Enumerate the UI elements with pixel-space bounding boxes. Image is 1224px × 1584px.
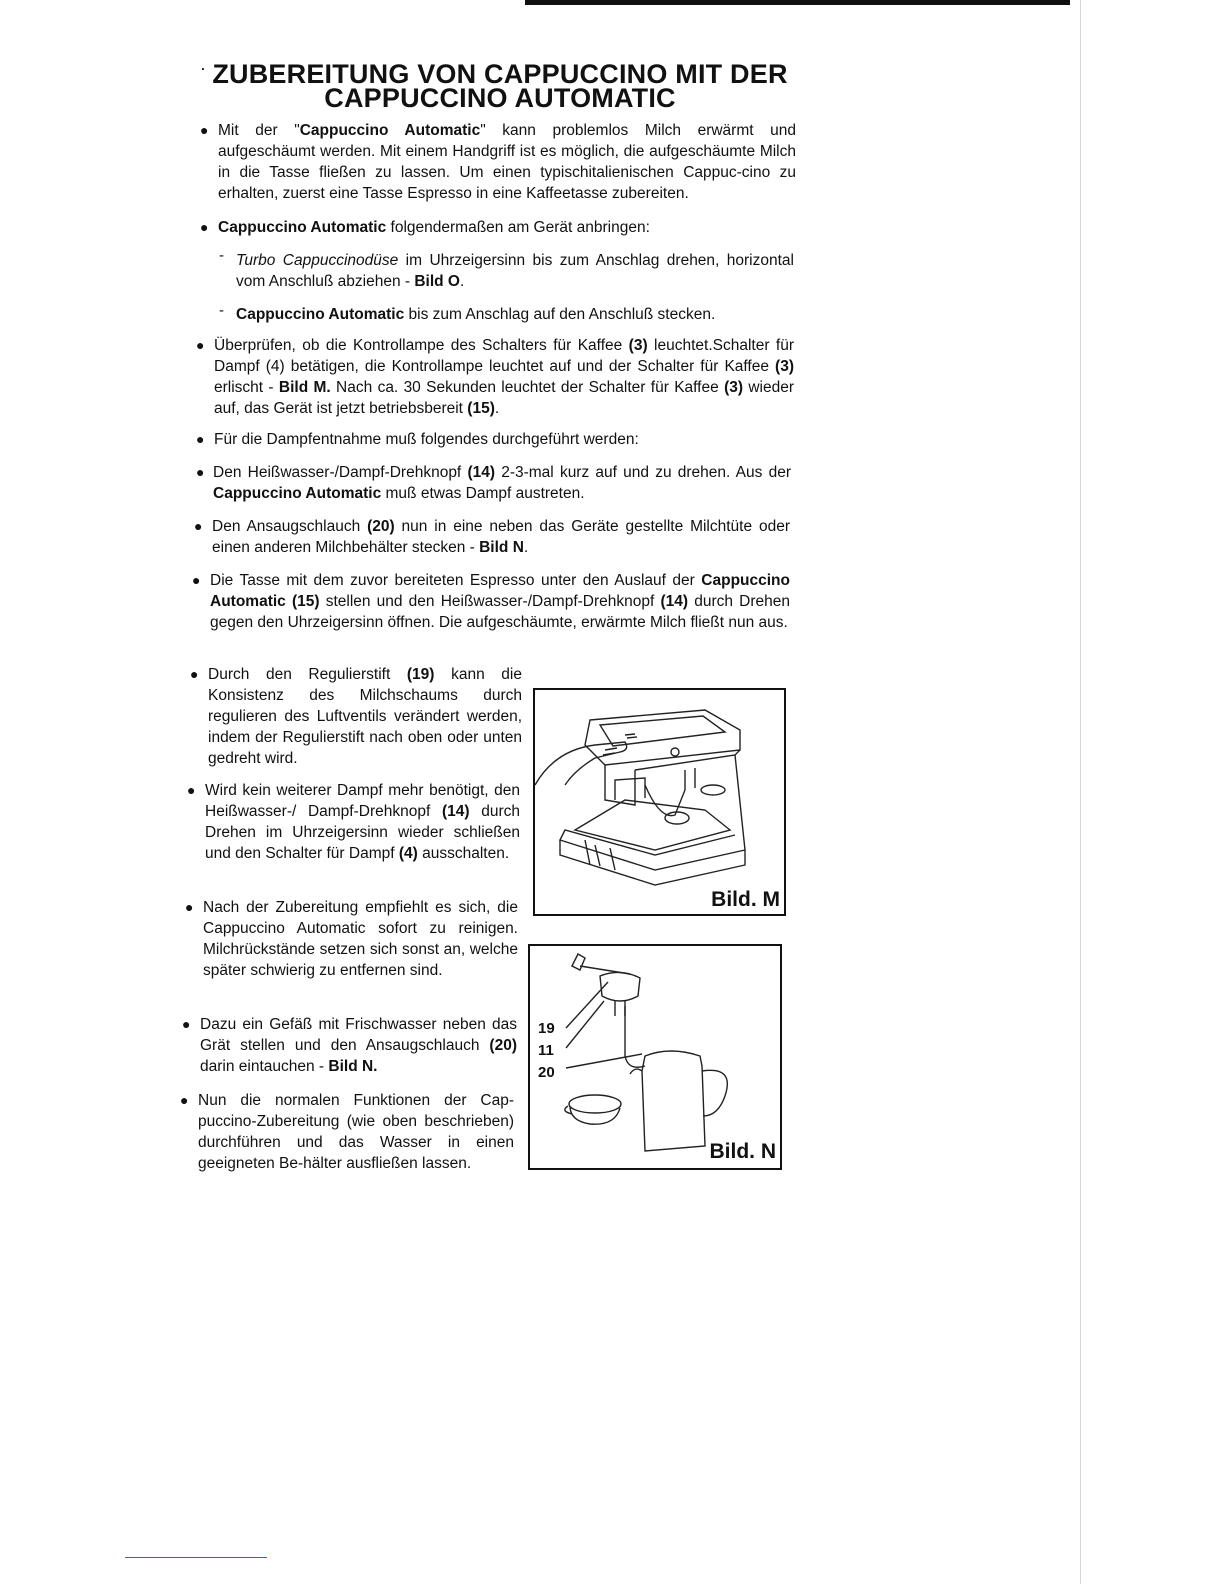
bold-text: (15)	[467, 400, 495, 417]
figure-n-label: Bild. N	[709, 1140, 776, 1163]
text: folgendermaßen am Gerät anbringen:	[386, 219, 650, 236]
bullet-icon: ●	[196, 337, 205, 353]
figure-m	[533, 688, 786, 916]
bullet-icon: ●	[180, 1092, 189, 1108]
bold-text: Cappuccino Automatic	[236, 306, 405, 323]
callout-label: 19	[538, 1020, 555, 1037]
espresso-machine-illustration	[535, 690, 784, 914]
attach-step-1	[236, 250, 794, 292]
text: durch Drehen im Uhrzeigersinn wieder schließen und den Schalter für Dampf	[205, 803, 520, 862]
bold-text: (3)	[775, 358, 794, 375]
text: Die Tasse mit dem zuvor bereiteten Espresso unter den Auslauf der	[210, 572, 702, 589]
text: durch Drehen gegen den Uhrzeigersinn öffnen. Die aufgeschäumte, erwärmte Milch fließt nun aus.	[210, 593, 790, 631]
title-mark: ·	[200, 58, 207, 78]
figure-m-label: Bild. M	[711, 888, 780, 911]
clean-paragraph	[203, 897, 518, 981]
bold-text: (14)	[660, 593, 689, 610]
knob-paragraph	[213, 462, 791, 504]
top-rule	[525, 0, 1070, 5]
intro-paragraph	[218, 120, 796, 204]
regulate-paragraph	[208, 664, 522, 769]
figure-n	[528, 944, 782, 1170]
cappuccino-automatic-illustration	[530, 946, 780, 1168]
text: Den Heißwasser-/Dampf-Drehknopf	[213, 464, 468, 481]
text: kann die Konsistenz des Milchschaums durch regulieren des Luftventils verändert werden, indem der Regulierstift nach oben oder unten gedreht wird.	[208, 666, 522, 767]
text: Dazu ein Gefäß mit Frischwasser neben das Grät stellen und den Ansaugschlauch	[200, 1016, 517, 1054]
bullet-icon: ●	[200, 219, 209, 235]
bold-text: (3)	[628, 337, 648, 354]
text: Durch den Regulierstift	[208, 666, 407, 683]
bold-text: (15)	[291, 593, 320, 610]
callout-label: 11	[538, 1042, 554, 1059]
bold-text: Cappuccino Automatic	[299, 122, 481, 139]
text: bis zum Anschlag auf den Anschluß stecken.	[404, 306, 716, 323]
bullet-icon: ●	[185, 899, 194, 915]
text: Für die Dampfentnahme muß folgendes durchgeführt werden:	[214, 431, 639, 448]
text: muß etwas Dampf austreten.	[381, 485, 585, 502]
text: 2-3-mal kurz auf und zu drehen. Aus der	[495, 464, 791, 481]
bullet-icon: ●	[182, 1016, 191, 1032]
bullet-icon: ●	[187, 782, 196, 798]
bold-text: Bild M.	[278, 379, 331, 396]
hose-paragraph	[212, 516, 790, 558]
bullet-icon: ●	[190, 666, 199, 682]
text: Nach ca. 30 Sekunden leuchtet der Schalter für Kaffee	[330, 379, 725, 396]
text: wieder auf, das Gerät ist jetzt betriebsbereit	[214, 379, 794, 417]
bold-text: Bild N.	[328, 1058, 378, 1075]
bold-text: (3)	[724, 379, 744, 396]
footer-rule	[125, 1557, 267, 1558]
text: erlischt -	[214, 379, 279, 396]
bold-text: Cappuccino Automatic	[210, 572, 790, 610]
bold-text: (19)	[406, 666, 435, 683]
bold-text: Cappuccino Automatic	[213, 485, 382, 502]
text: nun in eine neben das Geräte gestellte Milchtüte oder einen anderen Milchbehälter stecken -	[212, 518, 790, 556]
bullet-icon: ●	[192, 572, 201, 588]
check-paragraph	[214, 335, 794, 419]
text: .	[523, 539, 529, 556]
bold-text: (20)	[367, 518, 395, 535]
text: .	[459, 273, 465, 290]
bold-text: Bild N	[479, 539, 524, 556]
page-title	[200, 58, 800, 113]
callout-label: 20	[538, 1064, 555, 1081]
steam-paragraph	[214, 429, 794, 450]
text: Überprüfen, ob die Kontrollampe des Schalters für Kaffee	[214, 337, 629, 354]
dash-marker: -	[219, 302, 224, 319]
italic-text: Turbo Cappuccinodüse	[236, 252, 399, 269]
text: leuchtet.Schalter für Dampf (4) betätigen, die Kontrollampe leuchtet auf und der Schalter für Kaffee	[214, 337, 794, 375]
bullet-icon: ●	[200, 122, 209, 138]
text: Nach der Zubereitung empfiehlt es sich, die Cappuccino Automatic sofort zu reinigen. Milchrückstände setzen sich sonst an, welche später schwierig zu entfernen sind.	[203, 899, 518, 979]
cup-paragraph	[210, 570, 790, 633]
bold-text: (14)	[467, 464, 496, 481]
attach-paragraph	[218, 217, 796, 238]
bold-text: Cappuccino Automatic	[218, 219, 387, 236]
page-edge-rule	[1080, 0, 1081, 1584]
title-line-2: CAPPUCCINO AUTOMATIC	[324, 83, 676, 113]
text: .	[494, 400, 500, 417]
text: Wird kein weiterer Dampf mehr benötigt, den Heißwasser-/ Dampf-Drehknopf	[205, 782, 520, 820]
close-paragraph	[205, 780, 520, 864]
text: darin eintauchen -	[200, 1058, 329, 1075]
bold-text: Bild O	[414, 273, 460, 290]
water-paragraph	[200, 1014, 517, 1077]
bold-text: (20)	[489, 1037, 517, 1054]
dash-marker: -	[219, 247, 224, 264]
attach-step-2	[236, 304, 794, 325]
bullet-icon: ●	[194, 518, 203, 534]
bullet-icon: ●	[196, 464, 205, 480]
text: Nun die normalen Funktionen der Cap-puccino-Zubereitung (wie oben beschrieben) durchführen und das Wasser in einen geeigneten Be-hälter ausfließen lassen.	[198, 1092, 514, 1172]
text: " kann problemlos Milch erwärmt und aufgeschäumt werden. Mit einem Handgriff ist es möglich, die aufgeschäumte Milch in die Tasse fließen zu lassen. Um einen typischitalienischen Cappuc-cino zu erhalten, zuerst eine Tasse Espresso in eine Kaffeetasse zubereiten.	[218, 122, 796, 202]
text: im Uhrzeigersinn bis zum Anschlag drehen, horizontal vom Anschluß abziehen -	[236, 252, 794, 290]
text: stellen und den Heißwasser-/Dampf-Drehknopf	[319, 593, 661, 610]
bold-text: (14)	[441, 803, 470, 820]
normal-paragraph	[198, 1090, 514, 1174]
text: Mit der "	[218, 122, 300, 139]
text: ausschalten.	[417, 845, 510, 862]
text: Den Ansaugschlauch	[212, 518, 368, 535]
title-line-1: ZUBEREITUNG VON CAPPUCCINO MIT DER	[212, 59, 788, 89]
bold-text: (4)	[398, 845, 418, 862]
bullet-icon: ●	[196, 431, 205, 447]
